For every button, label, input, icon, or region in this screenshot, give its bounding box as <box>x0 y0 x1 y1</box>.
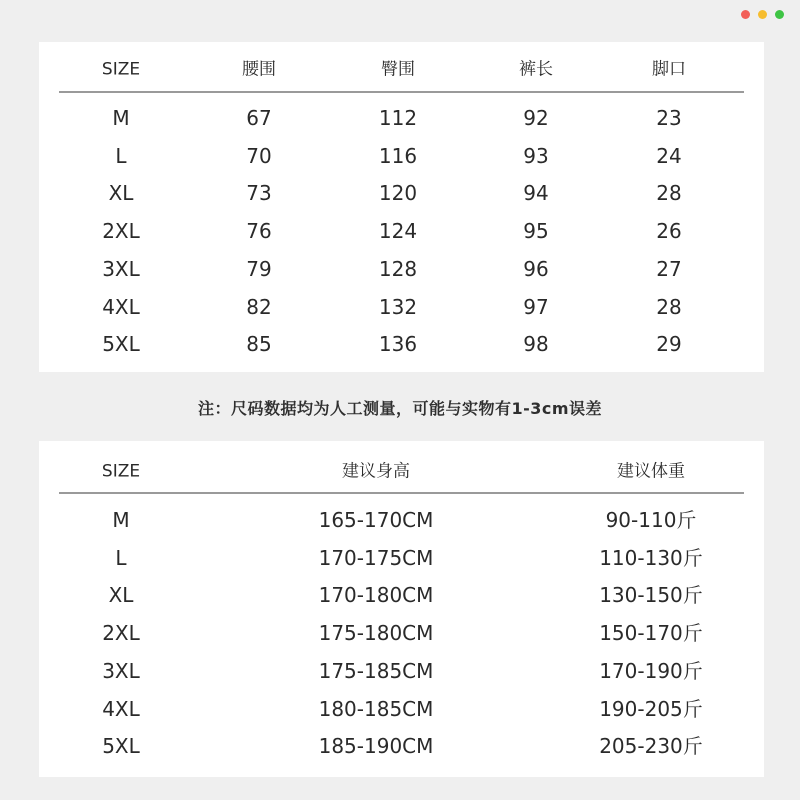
size-table-cell-r4-c3: 96 <box>523 256 549 281</box>
size-table-cell-r2-c3: 94 <box>523 181 549 206</box>
size-table-cell-r0-c3: 92 <box>523 106 549 130</box>
measurement-note: 注：尺码数据均为人工测量，可能与实物有1-3cm误差 <box>197 399 603 418</box>
size-table-header-1: 腰围 <box>242 59 276 80</box>
size-table-cell-r0-c0: M <box>112 106 130 130</box>
size-table-cell-r0-c1: 67 <box>246 106 272 130</box>
fit-table-cell-r5-c2: 190-205斤 <box>599 696 703 721</box>
size-table-header-4: 脚口 <box>652 59 686 80</box>
size-table-cell-r2-c1: 73 <box>246 181 272 206</box>
yellow-dot[interactable] <box>758 10 767 19</box>
fit-table-cell-r3-c0: 2XL <box>102 621 140 646</box>
size-table-cell-r6-c1: 85 <box>246 332 272 357</box>
fit-table-cell-r3-c1: 175-180CM <box>318 621 434 646</box>
size-table-cell-r6-c0: 5XL <box>102 332 140 357</box>
size-table-cell-r1-c0: L <box>115 143 127 168</box>
size-table-cell-r2-c2: 120 <box>378 181 418 206</box>
fit-table-header-1: 建议身高 <box>342 461 410 482</box>
size-table-header-2: 臀围 <box>381 59 415 80</box>
size-table-cell-r4-c1: 79 <box>246 256 272 281</box>
fit-table-cell-r5-c1: 180-185CM <box>318 696 434 721</box>
fit-table-header-0: SIZE <box>101 461 141 482</box>
size-table-cell-r1-c4: 24 <box>656 143 682 168</box>
red-dot[interactable] <box>741 10 750 19</box>
fit-table-cell-r0-c2: 90-110斤 <box>605 508 697 532</box>
size-table-cell-r5-c1: 82 <box>246 294 272 319</box>
fit-table-cell-r5-c0: 4XL <box>102 696 140 721</box>
size-table-cell-r6-c4: 29 <box>656 332 682 357</box>
size-table-cell-r1-c2: 116 <box>378 143 418 168</box>
fit-table-cell-r2-c1: 170-180CM <box>318 583 434 608</box>
fit-table-cell-r1-c0: L <box>115 545 127 570</box>
window-controls <box>741 10 784 19</box>
size-table-cell-r4-c0: 3XL <box>102 256 140 281</box>
size-table-cell-r5-c3: 97 <box>523 294 549 319</box>
size-table-cell-r1-c3: 93 <box>523 143 549 168</box>
size-table-cell-r2-c4: 28 <box>656 181 682 206</box>
recommendation-table <box>39 441 764 777</box>
fit-table-cell-r1-c2: 110-130斤 <box>599 545 703 570</box>
fit-table-cell-r3-c2: 150-170斤 <box>599 621 703 646</box>
fit-table-cell-r1-c1: 170-175CM <box>318 545 434 570</box>
fit-table-cell-r6-c2: 205-230斤 <box>599 734 703 759</box>
size-table-cell-r3-c4: 26 <box>656 219 682 244</box>
size-table-cell-r0-c2: 112 <box>378 106 418 130</box>
header-divider <box>59 91 744 93</box>
size-table-cell-r3-c3: 95 <box>523 219 549 244</box>
size-table-header-0: SIZE <box>101 59 141 80</box>
fit-table-header-2: 建议体重 <box>617 461 685 482</box>
fit-table-cell-r4-c0: 3XL <box>102 658 140 683</box>
size-table-cell-r2-c0: XL <box>108 181 134 206</box>
measurement-table <box>39 42 764 372</box>
size-table-cell-r6-c2: 136 <box>378 332 418 357</box>
fit-table-cell-r4-c2: 170-190斤 <box>599 658 703 683</box>
size-table-cell-r0-c4: 23 <box>656 106 682 130</box>
size-table-cell-r1-c1: 70 <box>246 143 272 168</box>
fit-table-cell-r0-c0: M <box>112 508 130 532</box>
size-table-cell-r4-c4: 27 <box>656 256 682 281</box>
fit-table-cell-r6-c1: 185-190CM <box>318 734 434 759</box>
fit-table-cell-r2-c2: 130-150斤 <box>599 583 703 608</box>
size-table-cell-r3-c1: 76 <box>246 219 272 244</box>
size-table-cell-r5-c2: 132 <box>378 294 418 319</box>
fit-table-cell-r2-c0: XL <box>108 583 134 608</box>
size-table-cell-r5-c4: 28 <box>656 294 682 319</box>
size-table-cell-r3-c2: 124 <box>378 219 418 244</box>
fit-table-cell-r4-c1: 175-185CM <box>318 658 434 683</box>
fit-table-cell-r6-c0: 5XL <box>102 734 140 759</box>
green-dot[interactable] <box>775 10 784 19</box>
size-table-cell-r6-c3: 98 <box>523 332 549 357</box>
size-table-header-3: 裤长 <box>519 59 553 80</box>
fit-table-cell-r0-c1: 165-170CM <box>318 508 434 532</box>
size-table-cell-r4-c2: 128 <box>378 256 418 281</box>
header-divider <box>59 492 744 494</box>
size-table-cell-r5-c0: 4XL <box>102 294 140 319</box>
size-table-cell-r3-c0: 2XL <box>102 219 140 244</box>
